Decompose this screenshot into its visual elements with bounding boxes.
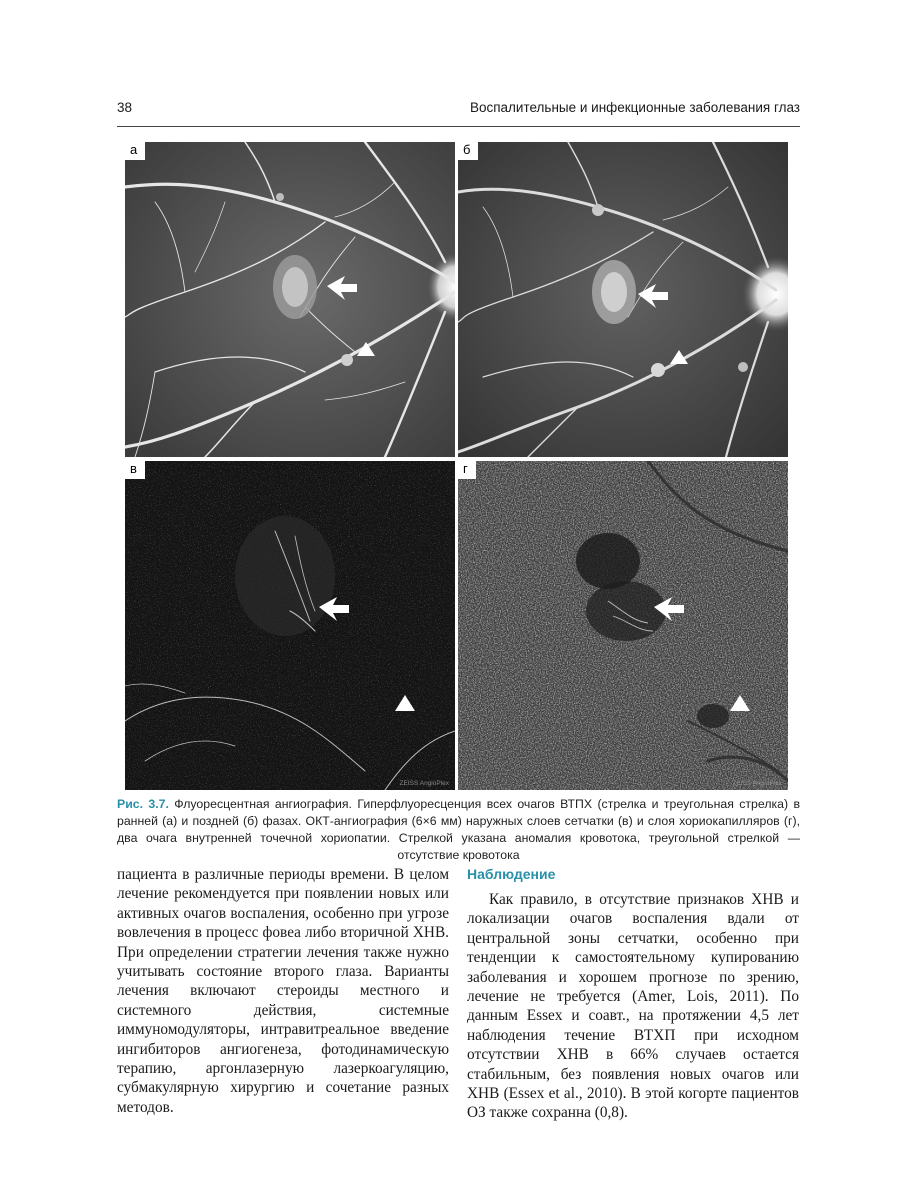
angiography-image-b [458, 142, 788, 457]
figure-caption [117, 796, 800, 864]
panel-label-g: г [458, 461, 476, 479]
figure-panel-a [125, 142, 455, 457]
oct-angiography-image-g [458, 461, 788, 790]
section-heading: Наблюдение [467, 866, 556, 882]
figure-panel-v [125, 461, 455, 790]
header-rule [117, 126, 800, 127]
panel-label-v: в [125, 461, 145, 479]
angiography-image-a [125, 142, 455, 457]
panel-label-b: б [458, 142, 478, 160]
caption-text: Флуоресцентная ангиография. Гиперфлуоресценция всех очагов ВТПХ (стрелка и треугольная стрелка) в ранней (а) и поздней (б) фазах. ОКТ-ангиография (6×6 мм) наружных слоев сетчатки (в) и слоя хориокапилляров (г), два очага внутренней точечной хориопатии. Стрелкой указана аномалия кровотока, треугольной стрелкой — отсутствие кровотока [117, 797, 800, 862]
caption-label: Рис. 3.7. [117, 797, 169, 811]
oct-angiography-image-v [125, 461, 455, 790]
page-number: 38 [117, 100, 133, 115]
figure-panel-b [458, 142, 788, 457]
running-header [117, 100, 800, 122]
left-column [117, 865, 449, 1117]
right-column [467, 865, 799, 1123]
figure-panel-g [458, 461, 788, 790]
running-title: Воспалительные и инфекционные заболевания глаз [469, 100, 800, 115]
panel-label-a: а [125, 142, 145, 160]
device-watermark: ZEISS AngioPlex [732, 780, 782, 787]
body-paragraph: Как правило, в отсутствие признаков ХНВ и локализации очагов воспаления вдали от центральной зоны сетчатки, особенно при тенденции к самостоятельному купированию заболевания и хорошем прогнозе по зрению, лечение не требуется (Amer, Lois, 2011). По данным Essex и соавт., на протяжении 4,5 лет наблюдения течение ВТХП при исходном отсутствии ХНВ в 66% случаев остается стабильным, без появления новых очагов или ХНВ (Essex et al., 2010). В этой когорте пациентов ОЗ также сохранна (0,8). [467, 891, 799, 1122]
body-paragraph: пациента в различные периоды времени. В целом лечение рекомендуется при появлении новых или активных очагов воспаления, особенно при угрозе вовлечения в процесс фовеа либо вторичной ХНВ. При определении стратегии лечения также нужно учитывать состояние второго глаза. Варианты лечения включают стероиды местного и системного действия, системные иммуномодуляторы, интравитреальное введение ингибиторов ангиогенеза, фотодинамическую терапию, аргонлазерную лазеркоагуляцию, субмакулярную хирургию и сочетание разных методов. [117, 866, 449, 1116]
device-watermark: ZEISS AngioPlex [399, 780, 449, 787]
